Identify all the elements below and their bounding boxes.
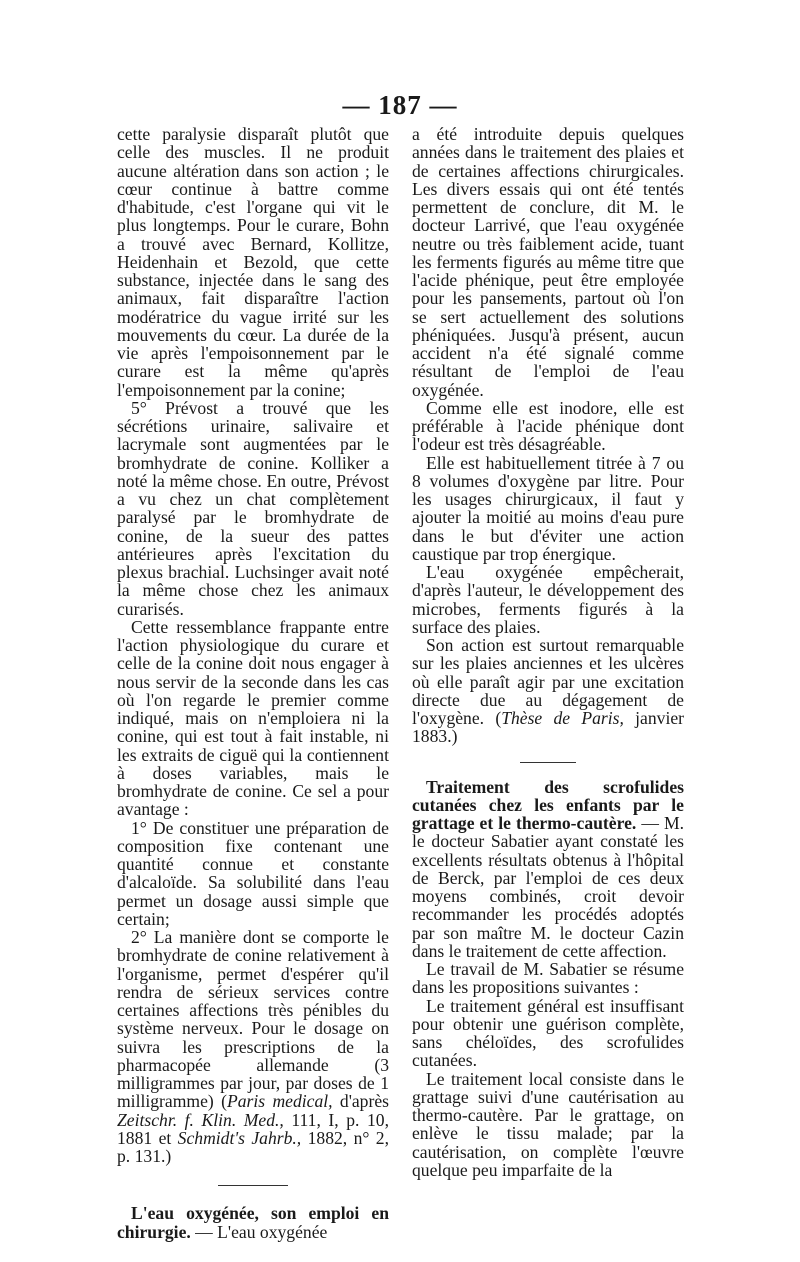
section-heading-paragraph [412, 778, 684, 961]
paragraph: a été introduite depuis quelques années dans le traitement des plaies et de certaines affections chirurgicales. Les divers essais qui ont été tentés permettent de conclure, dit M. le docteur Larrivé, que l'eau oxygénée neutre ou très faiblement acide, tuant les ferments figurés au même titre que l'acide phénique, peut être employée pour les pansements, partout où l'on se sert actuellement des solutions phéniquées. Jusqu'à présent, aucun accident n'a été signalé comme résultant de l'emploi de l'eau oxygénée. [412, 124, 684, 400]
text-span: d'après [332, 1091, 389, 1112]
paragraph: cette paralysie disparaît plutôt que celle des muscles. Il ne produit aucune altération dans son action ; le cœur continue à battre comme d'habitude, c'est l'organe qui vit le plus longtemps. Pour le curare, Bohn a trouvé avec Bernard, Kollitze, Heidenhain et Bezold, que cette substance, injectée dans le sang des animaux, fait disparaître l'action modératrice du vague irrité sur les mouvements du cœur. La durée de la vie après l'empoisonnement par le curare est la même qu'après l'empoisonnement par la conine; [117, 124, 389, 400]
paragraph: Le traitement général est insuffisant pour obtenir une guérison complète, sans chéloïdes, des scrofulides cutanées. [412, 995, 684, 1071]
citation: Paris medical, [226, 1091, 333, 1112]
paragraph: Elle est habituellement titrée à 7 ou 8 volumes d'oxygène par litre. Pour les usages chirurgicaux, il faut y ajouter la moitié au moins d'eau pure dans le but d'éviter une action caustique par trop énergique. [412, 452, 684, 564]
paragraph: Cette ressemblance frappante entre l'action physiologique du curare et celle de la conine doit nous engager à nous servir de la seconde dans les cas où l'on regarde le premier comme indiqué, mais on n'emploiera ni la conine, qui est tout à fait instable, ni les extraits de ciguë qui la contiennent à doses variables, mais le bromhydrate de conine. Ce sel a pour avantage : [117, 616, 389, 820]
text-span: 2° La manière dont se comporte le bromhydrate de conine relativement à l'organisme, permet d'espérer qu'il rendra de sérieux services contre certaines affections très pénibles du système nerveux. Pour le dosage on suivra les prescriptions de la pharmacopée allemande (3 milligrammes par jour, par doses de 1 milligramme) ( [117, 927, 389, 1112]
paragraph [117, 928, 389, 1165]
citation: Thèse de Paris, [501, 708, 624, 728]
citation: Schmidt's Jahrb., [177, 1127, 302, 1148]
paragraph: Le travail de M. Sabatier se résume dans les propositions suivantes : [412, 959, 684, 998]
section-heading: L'eau oxygénée, son emploi en chirurgie. [117, 1203, 389, 1242]
text-span: janvier 1883.) [412, 708, 684, 747]
right-column [412, 125, 684, 1179]
text-span: 111, I, p. 10, 1881 et [117, 1109, 389, 1148]
text-span: Son action est surtout remarquable sur les plaies anciennes et les ulcères où elle paraît agir par une excitation directe due au dégagement de l'oxygène. ( [412, 635, 684, 728]
text-span: 1882, n° 2, p. 131.) [117, 1127, 389, 1166]
citation: Zeitschr. f. Klin. Med., [117, 1109, 284, 1130]
paragraph: 1° De constituer une préparation de composition fixe contenant une quantité connue et constante d'alcaloïde. Sa solubilité dans l'eau permet un dosage aussi simple que certain; [117, 817, 389, 929]
text-span: — M. le docteur Sabatier ayant constaté les excellents résultats obtenus à l'hôpital de Berck, par l'emploi de ces deux moyens combinés, croit devoir recommander les procédés adoptés par son maître M. le docteur Cazin dans le traitement de cette affection. [412, 813, 685, 961]
section-divider [520, 762, 576, 763]
paragraph: Le traitement local consiste dans le grattage suivi d'une cautérisation au thermo-cautère. Par le grattage, on enlève le tissu malade; par la cautérisation, on complète l'œuvre quelque peu imparfaite de la [412, 1068, 684, 1180]
section-heading-paragraph [117, 1204, 389, 1241]
section-divider [218, 1185, 288, 1186]
page-number: — 187 — [342, 90, 458, 120]
paragraph: 5° Prévost a trouvé que les sécrétions urinaire, salivaire et lacrymale sont augmentées par le bromhydrate de conine. Kolliker a noté la même chose. En outre, Prévost a vu chez un chat complètement paralysé par le bromhydrate de conine, de la sueur des pattes antérieures après l'excitation du plexus brachial. Luchsinger avait noté la même chose chez les animaux curarisés. [117, 397, 389, 619]
paragraph: L'eau oxygénée empêcherait, d'après l'auteur, le développement des microbes, ferments figurés à la surface des plaies. [412, 562, 684, 637]
section-heading: Traitement des scrofulides cutanées chez les enfants par le grattage et le thermo-cautère. [412, 776, 684, 833]
text-span: — L'eau oxygénée [190, 1221, 328, 1242]
paragraph [412, 636, 684, 746]
left-column [117, 125, 389, 1241]
paragraph: Comme elle est inodore, elle est préférable à l'acide phénique dont l'odeur est très désagréable. [412, 397, 684, 455]
